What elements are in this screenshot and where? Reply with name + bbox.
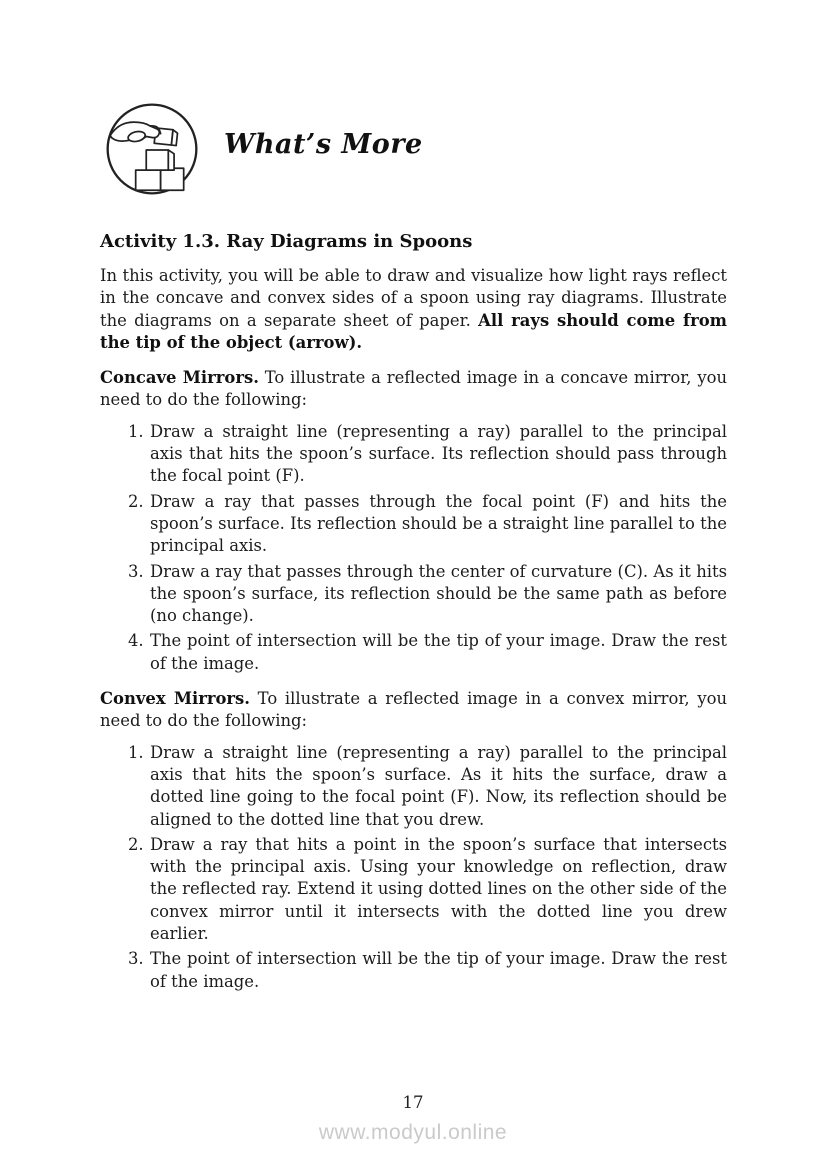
list-item — [128, 491, 727, 558]
step-text: Draw a straight line (representing a ray) parallel to the principal axis that hits the spoon’s surface. Its reflection should pass through the focal point (F). — [150, 421, 727, 486]
intro-emphasis: All rays should come from the tip of the object (arrow). — [100, 310, 727, 352]
concave-mirrors-label: Concave Mirrors. — [100, 368, 259, 388]
step-number: 3. — [128, 949, 144, 969]
convex-lead-paragraph — [100, 688, 727, 733]
step-number: 1. — [128, 421, 144, 441]
list-item — [128, 421, 727, 488]
step-text: The point of intersection will be the tip of your image. Draw the rest of the image. — [150, 949, 727, 991]
step-number: 4. — [128, 631, 144, 651]
list-item — [128, 742, 727, 831]
list-item — [128, 834, 727, 945]
step-text: Draw a ray that hits a point in the spoon’s surface that intersects with the principal axis. Using your knowledge on reflection, draw the reflected ray. Extend it using dotted lines on the other side of the convex mirror until it intersects with the dotted line you drew earlier. — [150, 834, 727, 944]
step-number: 2. — [128, 834, 144, 854]
convex-mirrors-label: Convex Mirrors. — [100, 689, 250, 709]
concave-steps-list — [100, 421, 727, 675]
list-item — [128, 948, 727, 993]
page-content — [100, 0, 727, 996]
step-number: 1. — [128, 742, 144, 762]
intro-paragraph — [100, 265, 727, 354]
step-text: Draw a straight line (representing a ray) parallel to the principal axis that hits the spoon’s surface. As it hits the surface, draw a dotted line going to the focal point (F). Now, its reflection should be aligned to the dotted line that you drew. — [150, 742, 727, 829]
watermark: www.modyul.online — [318, 1121, 508, 1144]
convex-lead-text: To illustrate a reflected image in a convex mirror, you need to do the following: — [100, 689, 728, 731]
step-number: 3. — [128, 561, 144, 581]
step-text: The point of intersection will be the tip of your image. Draw the rest of the image. — [150, 631, 727, 673]
concave-lead-text: To illustrate a reflected image in a concave mirror, you need to do the following: — [100, 368, 728, 410]
list-item — [128, 630, 727, 675]
step-number: 2. — [128, 491, 144, 511]
page-number: 17 — [402, 1093, 424, 1112]
intro-text: In this activity, you will be able to draw and visualize how light rays reflect in the concave and convex sides of a spoon using ray diagrams. Illustrate the diagrams on a separate sheet of paper. — [100, 266, 727, 330]
section-header — [100, 101, 727, 197]
list-item — [128, 561, 727, 628]
hand-stacking-blocks-icon — [104, 101, 200, 197]
step-text: Draw a ray that passes through the center of curvature (C). As it hits the spoon’s surface, its reflection should be the same path as before (no change). — [150, 561, 727, 626]
step-text: Draw a ray that passes through the focal point (F) and hits the spoon’s surface. Its reflection should be a straight line parallel to the principal axis. — [150, 491, 727, 556]
section-title: What’s More — [224, 128, 423, 160]
activity-title: Activity 1.3. Ray Diagrams in Spoons — [100, 231, 473, 252]
convex-steps-list — [100, 742, 727, 993]
concave-lead-paragraph — [100, 367, 727, 412]
